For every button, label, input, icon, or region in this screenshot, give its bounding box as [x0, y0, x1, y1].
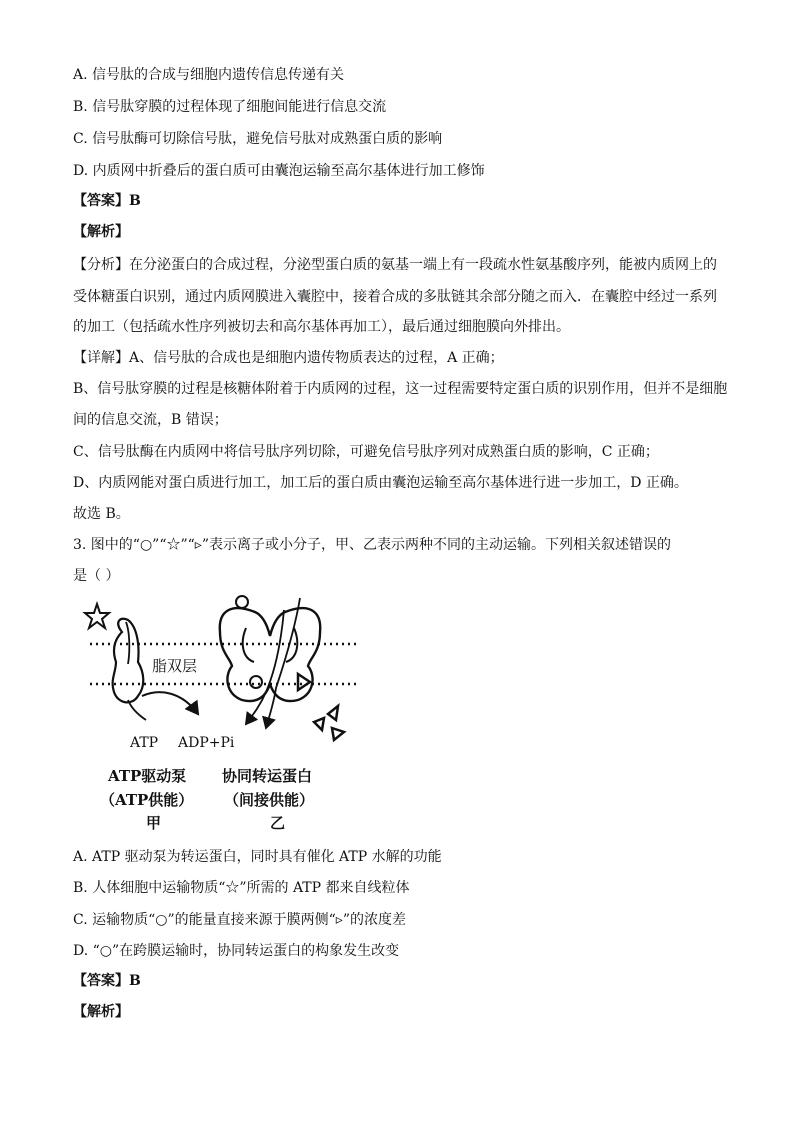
cotransporter-title: 协同转运蛋白 — [222, 767, 313, 785]
detail-text: B、信号肽穿膜的过程是核糖体附着于内质网的过程，这一过程需要特定蛋白质的识别作用，但并不是细胞 — [73, 381, 728, 397]
option-d: D. 内质网中折叠后的蛋白质可由囊泡运输至高尔基体进行加工修饰 — [73, 163, 485, 179]
triangle-molecule-icon — [314, 718, 324, 730]
detail-text: 【详解】A、信号肽的合成也是细胞内遗传物质表达的过程，A 正确； — [73, 350, 504, 366]
star-molecule-icon — [85, 604, 109, 628]
analysis-label: 【解析】 — [73, 224, 129, 240]
cotransporter-icon — [220, 608, 320, 701]
analysis-text: 受体糖蛋白识别，通过内质网膜进入囊腔中，接着合成的多肽链其余部分随之而入．在囊腔中经过一系列 — [73, 289, 717, 305]
analysis-text: 【分析】在分泌蛋白的合成过程，分泌型蛋白质的氨基一端上有一段疏水性氨基酸序列，能被内质网上的 — [73, 257, 717, 273]
answer-label: 【答案】B — [73, 193, 141, 209]
option-d: D. “○”在跨膜运输时，协同转运蛋白的构象发生改变 — [73, 943, 400, 959]
option-b: B. 信号肽穿膜的过程体现了细胞间能进行信息交流 — [73, 99, 387, 115]
triangle-molecule-bound-icon — [298, 674, 310, 690]
atp-label: ATP — [130, 735, 159, 751]
triangle-molecule-icon — [332, 728, 344, 740]
option-c: C. 运输物质“○”的能量直接来源于膜两侧“▹”的浓度差 — [73, 912, 406, 928]
triangle-molecule-icon — [328, 706, 338, 720]
pump-tag: 甲 — [146, 814, 162, 832]
pump-title: ATP驱动泵 — [108, 767, 187, 785]
analysis-text: 的加工（包括疏水性序列被切去和高尔基体再加工），最后通过细胞膜向外排出。 — [73, 319, 570, 335]
conclusion-text: 故选 B。 — [73, 506, 130, 522]
answer-label: 【答案】B — [73, 973, 141, 989]
membrane-label: 脂双层 — [152, 657, 198, 675]
atp-hydrolysis-arrow — [142, 692, 198, 714]
circle-transport-arrow — [246, 610, 284, 724]
question-stem: 3. 图中的“○”“☆”“▹”表示离子或小分子，甲、乙表示两种不同的主动运输。下列相关叙述错误的 — [73, 537, 671, 553]
circle-molecule-icon — [236, 596, 248, 608]
option-a: A. 信号肽的合成与细胞内遗传信息传递有关 — [73, 67, 345, 83]
analysis-label: 【解析】 — [73, 1004, 129, 1020]
question-stem: 是（ ） — [73, 568, 120, 584]
option-c: C. 信号肽酶可切除信号肽，避免信号肽对成熟蛋白质的影响 — [73, 131, 443, 147]
pump-subtitle: （ATP供能） — [100, 791, 194, 809]
option-b: B. 人体细胞中运输物质“☆”所需的 ATP 都来自线粒体 — [73, 880, 410, 896]
cotransporter-tag: 乙 — [270, 814, 286, 832]
cotransporter-subtitle: （间接供能） — [224, 791, 315, 809]
detail-text: 间的信息交流，B 错误； — [73, 412, 228, 428]
detail-text: C、信号肽酶在内质网中将信号肽序列切除，可避免信号肽序列对成熟蛋白质的影响，C 正确； — [73, 444, 659, 460]
detail-text: D、内质网能对蛋白质进行加工，加工后的蛋白质由囊泡运输至高尔基体进行进一步加工，D 正确。 — [73, 475, 688, 491]
adp-label: ADP+Pi — [178, 735, 235, 751]
option-a: A. ATP 驱动泵为转运蛋白，同时具有催化 ATP 水解的功能 — [73, 849, 442, 865]
membrane-transport-svg — [70, 592, 400, 752]
circle-molecule-bound-icon — [250, 676, 262, 688]
transport-diagram — [70, 592, 400, 842]
